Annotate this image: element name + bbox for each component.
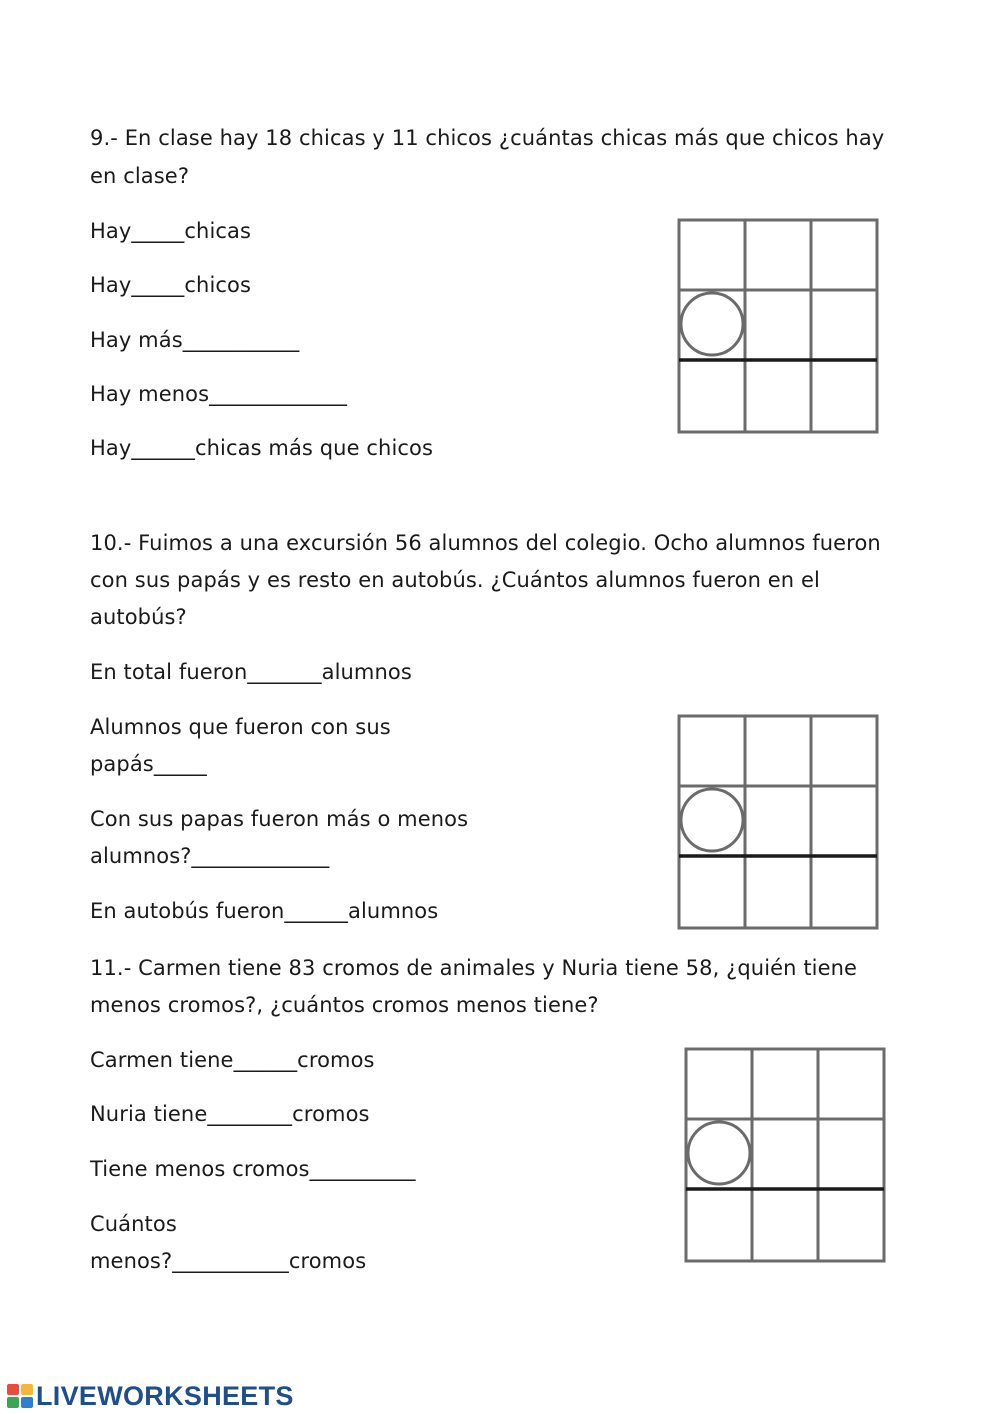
problem-9-answer-less: Hay menos_____________ — [90, 382, 347, 406]
problem-9-answer-more: Hay más___________ — [90, 328, 300, 352]
problem-10-question-line-3: autobús? — [90, 605, 187, 629]
problem-11-answer-fewer: Tiene menos cromos__________ — [90, 1157, 416, 1181]
problem-9-answer-girls: Hay_____chicas — [90, 219, 252, 243]
problem-10-answer-more-less-line-1: Con sus papas fueron más o menos — [90, 807, 469, 831]
problem-11-answer-carmen: Carmen tiene______cromos — [90, 1048, 375, 1072]
problem-9-question-line-1: 9.- En clase hay 18 chicas y 11 chicos ¿cuántas chicas más que chicos hay — [90, 126, 885, 150]
liveworksheets-brand: LIVEWORKSHEETS — [36, 1380, 294, 1411]
problem-11-answer-how-many-line-1: Cuántos — [90, 1212, 177, 1236]
problem-11-subtraction-grid — [684, 1047, 886, 1263]
problem-10-subtraction-grid — [677, 714, 879, 930]
liveworksheets-footer[interactable] — [6, 1378, 294, 1414]
problem-10-answer-parents-line-2: papás_____ — [90, 752, 207, 776]
problem-11-question-line-2: menos cromos?, ¿cuántos cromos menos tiene? — [90, 993, 599, 1017]
problem-10-answer-bus: En autobús fueron______alumnos — [90, 899, 439, 923]
problem-11-question-line-1: 11.- Carmen tiene 83 cromos de animales y Nuria tiene 58, ¿quién tiene — [90, 956, 858, 980]
problem-9-subtraction-grid — [677, 218, 879, 434]
problem-10-answer-parents-line-1: Alumnos que fueron con sus — [90, 715, 391, 739]
problem-10-question-line-1: 10.- Fuimos a una excursión 56 alumnos del colegio. Ocho alumnos fueron — [90, 531, 881, 555]
problem-9-answer-result: Hay______chicas más que chicos — [90, 436, 434, 460]
problem-11-answer-how-many-line-2: menos?___________cromos — [90, 1249, 367, 1273]
liveworksheets-logo-icon — [6, 1382, 34, 1410]
problem-11-answer-nuria: Nuria tiene________cromos — [90, 1102, 370, 1126]
problem-10-answer-more-less-line-2: alumnos?_____________ — [90, 844, 330, 868]
problem-9-answer-boys: Hay_____chicos — [90, 273, 252, 297]
problem-10-answer-total: En total fueron_______alumnos — [90, 660, 412, 684]
problem-10-question-line-2: con sus papás y es resto en autobús. ¿Cuántos alumnos fueron en el — [90, 568, 820, 592]
problem-9-question-line-2: en clase? — [90, 164, 190, 188]
